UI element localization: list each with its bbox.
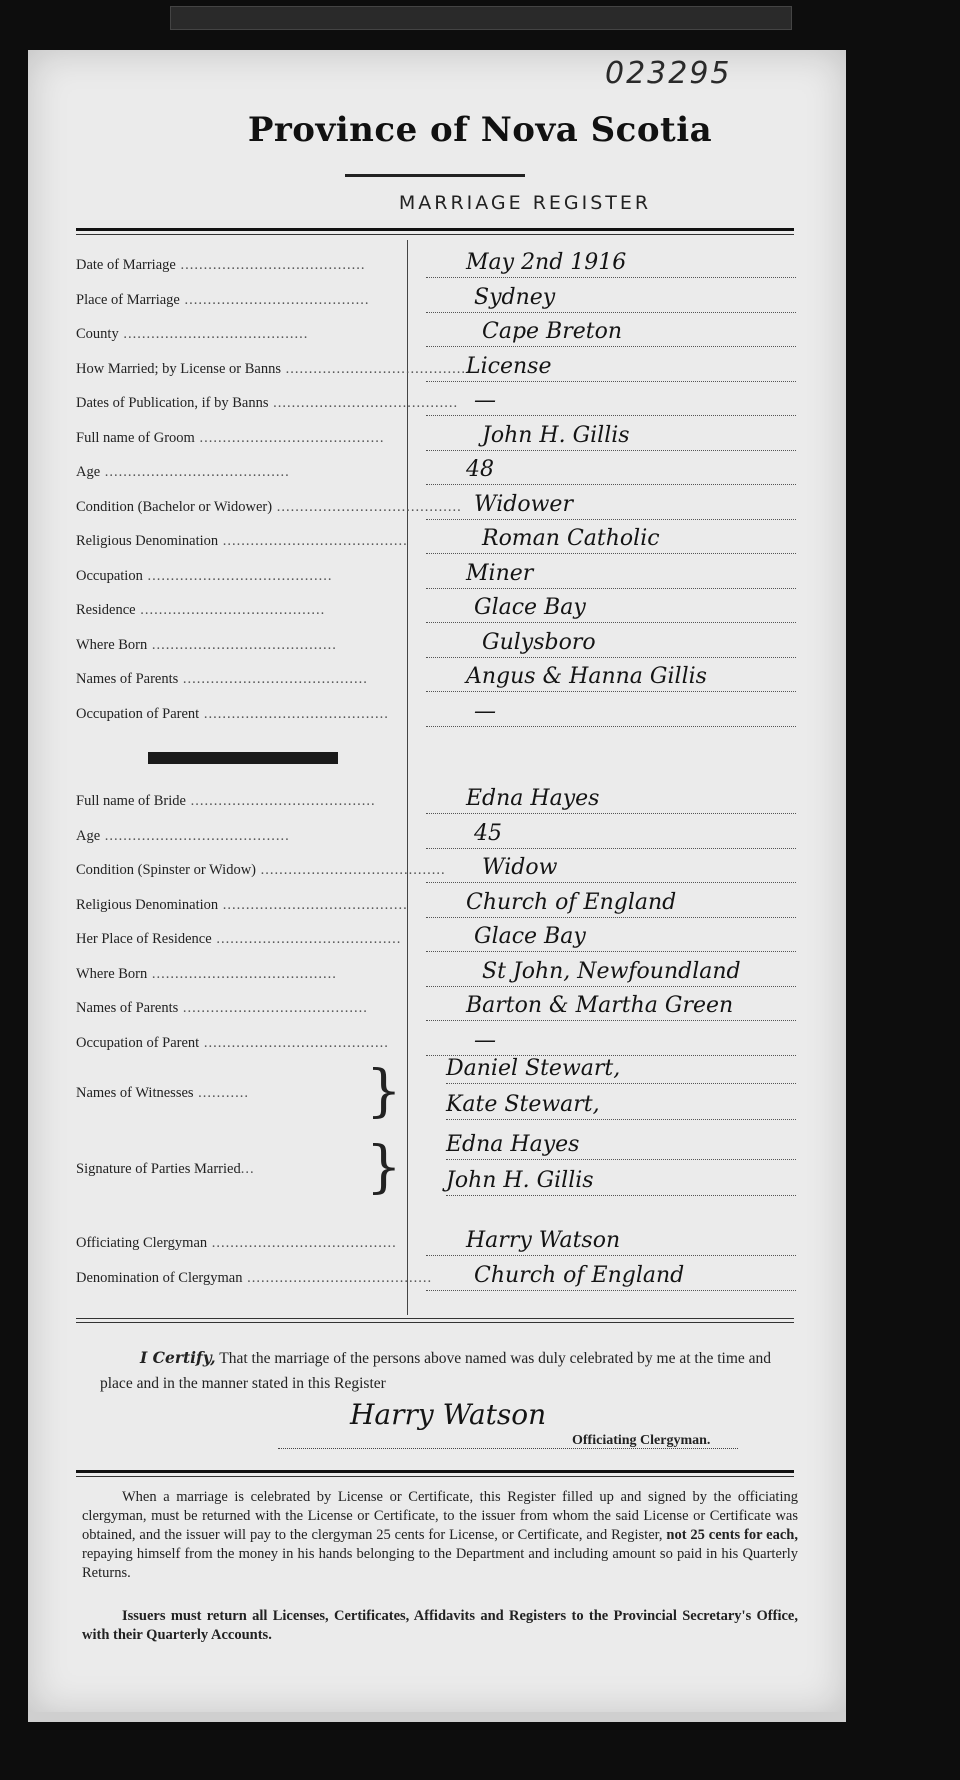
field-value: May 2nd 1916 xyxy=(466,250,627,275)
bride-section-bar xyxy=(148,752,338,764)
field-label-text: Date of Marriage xyxy=(76,257,176,273)
field-value: Sydney xyxy=(474,284,556,310)
field-label xyxy=(76,828,401,845)
field-value: Gulysboro xyxy=(482,629,596,655)
field-value: Church of England xyxy=(474,1262,685,1288)
field-label-text: Full name of Groom xyxy=(76,429,195,446)
form-row xyxy=(76,451,794,485)
form-row xyxy=(76,1222,794,1256)
field-value-line xyxy=(426,489,796,520)
field-label-text: Names of Parents xyxy=(76,671,179,687)
field-label-text: Residence xyxy=(76,602,136,618)
field-label xyxy=(76,602,401,619)
label-leader-dots: ........................................ xyxy=(207,1235,397,1251)
signature-line-1 xyxy=(76,1126,794,1160)
serial-number: 023295 xyxy=(605,56,732,91)
field-value-line xyxy=(426,852,796,883)
page-subtitle: MARRIAGE REGISTER xyxy=(398,192,652,214)
field-label xyxy=(76,533,408,550)
field-label-text: Dates of Publication, if by Banns xyxy=(76,395,269,411)
field-label xyxy=(76,498,462,516)
certify-statement xyxy=(100,1345,800,1396)
field-label xyxy=(76,1235,401,1252)
field-label-text: Where Born xyxy=(76,965,148,982)
field-value: — xyxy=(474,698,496,724)
field-value: Edna Hayes xyxy=(466,786,600,811)
field-label xyxy=(76,395,459,412)
form-row xyxy=(76,884,794,918)
label-leader-dots: ........................................ xyxy=(135,602,326,618)
form-row xyxy=(76,658,794,692)
field-label xyxy=(76,1035,401,1052)
field-value-line xyxy=(426,990,796,1021)
field-label-text: Condition (Bachelor or Widower) xyxy=(76,498,273,515)
signatures-brace: } xyxy=(366,1135,402,1200)
field-value-line xyxy=(426,696,796,727)
form-row xyxy=(76,382,794,416)
field-value-line xyxy=(426,523,796,554)
field-value: Glace Bay xyxy=(474,595,586,620)
form-row xyxy=(76,849,794,883)
label-leader-dots: ........................................ xyxy=(178,671,368,687)
field-label-text: Full name of Bride xyxy=(76,793,186,809)
field-value-line xyxy=(426,558,796,589)
label-leader-dots: ........................................ xyxy=(147,965,337,982)
certify-rule-top xyxy=(76,1318,794,1319)
clergy-signature: Harry Watson xyxy=(350,1398,547,1431)
form-row xyxy=(76,987,794,1021)
signature-2-value: John H. Gillis xyxy=(446,1168,594,1193)
field-label-text: How Married; by License or Banns xyxy=(76,360,281,377)
field-label-text: Religious Denomination xyxy=(76,533,219,549)
instructions-bold: not 25 cents for each, xyxy=(666,1527,798,1543)
field-value-line xyxy=(426,282,796,313)
field-value-line xyxy=(426,454,796,485)
field-value-line xyxy=(426,818,796,849)
field-label xyxy=(76,326,401,343)
field-value: 45 xyxy=(474,820,502,846)
label-leader-dots: ........................................ xyxy=(175,257,366,273)
field-value: Glace Bay xyxy=(474,924,586,949)
label-leader-dots: ........................................ xyxy=(100,464,290,480)
label-leader-dots: ........................................ xyxy=(100,827,290,844)
field-label-text: Condition (Spinster or Widow) xyxy=(76,862,256,878)
field-value: 48 xyxy=(466,457,494,482)
field-value: St John, Newfoundland xyxy=(482,958,741,984)
label-leader-dots: ........................................ xyxy=(178,1000,368,1016)
field-label-text: Names of Parents xyxy=(76,1000,179,1016)
field-value-line xyxy=(426,783,796,814)
label-leader-dots: ........................................ xyxy=(272,498,462,515)
field-label xyxy=(76,1269,433,1287)
label-leader-dots: ........................................ xyxy=(185,793,376,809)
field-value-line xyxy=(426,1260,796,1291)
field-label xyxy=(76,568,401,585)
header-rule xyxy=(76,228,794,231)
field-value-line xyxy=(426,921,796,952)
field-label xyxy=(76,793,401,810)
form-row xyxy=(76,486,794,520)
field-label-text: Her Place of Residence xyxy=(76,931,212,947)
field-value: Harry Watson xyxy=(466,1228,621,1253)
field-value: Miner xyxy=(466,560,534,586)
field-label-text: Age xyxy=(76,464,101,480)
form-row xyxy=(76,555,794,589)
field-label-text: Where Born xyxy=(76,636,148,653)
label-leader-dots: ........................................ xyxy=(280,360,471,377)
field-label xyxy=(76,931,401,948)
label-leader-dots: ........................................ xyxy=(142,567,333,584)
instructions-text-1: When a marriage is celebrated by License or Certificate, this Register filled up and signed by the officiating clergyman, must be returned with the License or Certificate, to the issuer from whom the said License or Certificate was obtained, and the issuer will pay to the clergyman 25 cents for License, or Certificate, and Register, xyxy=(82,1489,798,1543)
field-value-line xyxy=(426,956,796,987)
label-leader-dots: ........................................ xyxy=(211,931,402,947)
field-value: — xyxy=(474,1027,496,1053)
field-value: Roman Catholic xyxy=(482,526,660,551)
field-value-line xyxy=(426,351,796,382)
form-row xyxy=(76,624,794,658)
field-label xyxy=(76,360,471,378)
field-value-line xyxy=(426,661,796,692)
field-label xyxy=(76,706,401,723)
field-value: Church of England xyxy=(466,889,677,915)
form-row xyxy=(76,313,794,347)
field-label xyxy=(76,671,401,688)
witness-1-value: Daniel Stewart, xyxy=(446,1056,621,1081)
label-leader-dots: ........................................ xyxy=(199,1034,389,1051)
witnesses-label: Names of Witnesses xyxy=(76,1085,194,1101)
notes-rule xyxy=(76,1470,794,1473)
label-leader-dots: ........................................ xyxy=(218,533,408,549)
paper-edge xyxy=(28,1712,846,1722)
field-label-text: Officiating Clergyman xyxy=(76,1235,208,1251)
field-label-text: Occupation of Parent xyxy=(76,705,200,722)
witness-line-2: Names of Witnesses ........... Kate Stewart, xyxy=(76,1086,794,1120)
label-leader-dots: ........................................ xyxy=(118,326,309,342)
label-leader-dots: ........................................ xyxy=(268,395,459,411)
film-strip xyxy=(170,6,792,30)
header-rule-thin xyxy=(76,234,794,235)
field-label-text: Denomination of Clergyman xyxy=(76,1269,243,1286)
field-value: Cape Breton xyxy=(482,319,623,344)
label-leader-dots: ........................................ xyxy=(256,862,446,878)
field-value: John H. Gillis xyxy=(482,422,630,448)
certify-text: That the marriage of the persons above named was duly celebrated by me at the time and place and in the manner stated in this Register xyxy=(100,1350,772,1392)
label-leader-dots: ........................................ xyxy=(194,429,385,446)
form-row xyxy=(76,348,794,382)
signature-line-2: Signature of Parties Married... John H. Gillis xyxy=(76,1162,794,1196)
field-value: License xyxy=(466,353,552,379)
label-leader-dots: ........................................ xyxy=(147,636,337,653)
certify-rule-top-2 xyxy=(76,1322,794,1323)
field-label xyxy=(76,637,401,654)
field-value: Barton & Martha Green xyxy=(466,993,734,1018)
field-label xyxy=(76,292,401,309)
field-label-text: Occupation xyxy=(76,567,143,584)
form-row xyxy=(76,244,794,278)
field-value-line xyxy=(426,247,796,278)
notes-rule-thin xyxy=(76,1476,794,1477)
form-row xyxy=(76,417,794,451)
label-leader-dots: ........................................ xyxy=(218,896,408,913)
field-label-text: Place of Marriage xyxy=(76,291,180,308)
form-row xyxy=(76,589,794,623)
witnesses-brace: } xyxy=(366,1059,402,1124)
signature-1-value: Edna Hayes xyxy=(446,1132,580,1157)
page-title: Province of Nova Scotia xyxy=(247,110,713,150)
field-label xyxy=(76,896,408,914)
field-label xyxy=(76,862,446,879)
certify-lead: I Certify, xyxy=(140,1348,216,1367)
field-value-line xyxy=(426,385,796,416)
form-row xyxy=(76,815,794,849)
label-leader-dots: ........................................ xyxy=(242,1269,433,1286)
clergy-signature-label: Officiating Clergyman. xyxy=(572,1433,711,1448)
field-value: Widow xyxy=(482,855,558,880)
instructions-paragraph xyxy=(82,1488,798,1583)
label-leader-dots: ........................................ xyxy=(179,291,370,308)
form-row xyxy=(76,1257,794,1291)
field-value: Widower xyxy=(474,491,573,517)
field-label-text: Religious Denomination xyxy=(76,896,219,913)
field-value-line xyxy=(426,627,796,658)
signatures-label: Signature of Parties Married xyxy=(76,1161,241,1177)
form-row xyxy=(76,279,794,313)
witness-line-1 xyxy=(76,1050,794,1084)
field-value-line xyxy=(426,1225,796,1256)
field-value-line xyxy=(426,887,796,918)
field-label xyxy=(76,464,401,481)
field-value: — xyxy=(474,388,496,413)
title-rule xyxy=(345,174,525,177)
field-label-text: Occupation of Parent xyxy=(76,1034,200,1051)
field-value: Angus & Hanna Gillis xyxy=(466,664,707,689)
field-label-text: County xyxy=(76,326,119,342)
form-row xyxy=(76,918,794,952)
form-row xyxy=(76,693,794,727)
issuers-notice: Issuers must return all Licenses, Certificates, Affidavits and Registers to the Provincial Secretary's Office, with their Quarterly Accounts. xyxy=(82,1608,798,1643)
form-row xyxy=(76,780,794,814)
field-value-line xyxy=(426,316,796,347)
instructions-text-2: repaying himself from the money in his hands belonging to the Department and including amount so paid in his Quarterly Returns. xyxy=(82,1546,798,1581)
field-label xyxy=(76,257,401,274)
field-label xyxy=(76,1000,401,1017)
label-leader-dots: ........................................ xyxy=(199,705,389,722)
field-label-text: Age xyxy=(76,827,101,844)
form-row xyxy=(76,953,794,987)
field-value-line xyxy=(426,420,796,451)
witness-2-value: Kate Stewart, xyxy=(446,1092,600,1117)
field-label xyxy=(76,430,401,447)
field-value-line xyxy=(426,592,796,623)
form-row xyxy=(76,520,794,554)
field-label xyxy=(76,966,401,983)
